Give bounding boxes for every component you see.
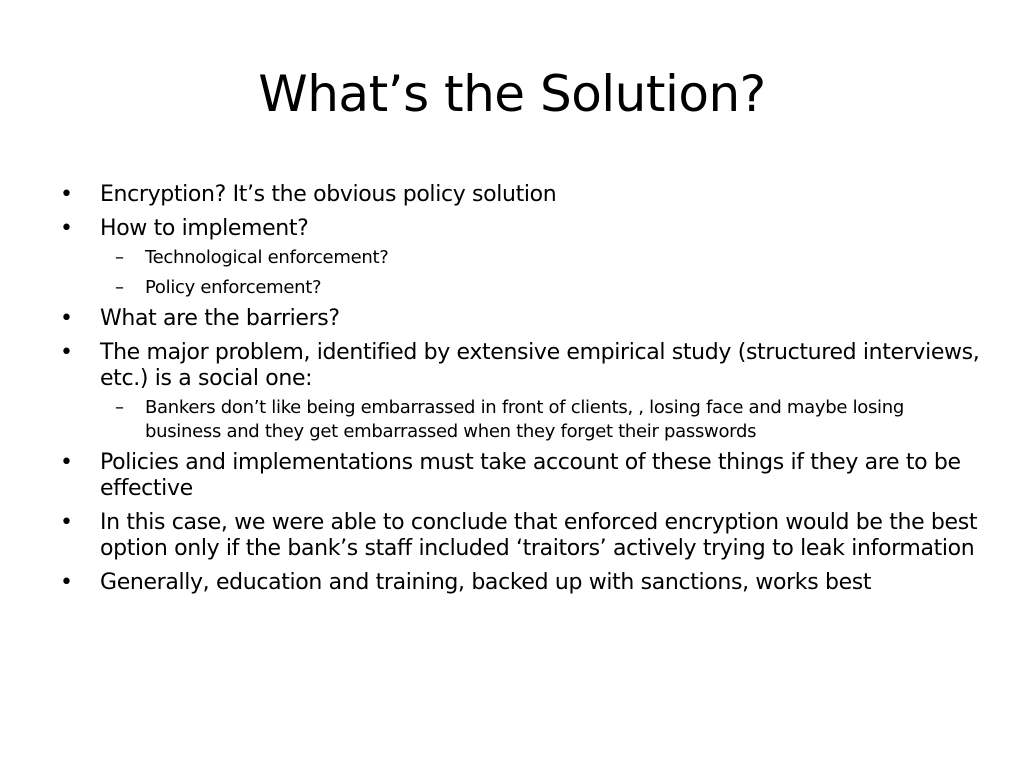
bullet-icon: • [60, 510, 73, 535]
bullet-text: Policies and implementations must take account of these things if they are to be effective [100, 450, 961, 501]
bullet-icon: • [60, 182, 73, 207]
bullet-text: What are the barriers? [100, 306, 340, 331]
bullet-item [60, 450, 980, 502]
bullet-item [60, 340, 980, 392]
sub-bullet-item [60, 276, 980, 300]
bullet-text: In this case, we were able to conclude that enforced encryption would be the best option only if the bank’s staff included ‘traitors’ actively trying to leak information [100, 510, 978, 561]
bullet-item [60, 306, 980, 332]
bullet-text: Encryption? It’s the obvious policy solution [100, 182, 557, 207]
dash-icon: – [115, 397, 124, 418]
sub-bullet-item [60, 396, 980, 444]
bullet-text: How to implement? [100, 216, 309, 241]
slide-content [60, 182, 980, 604]
bullet-item [60, 216, 980, 242]
bullet-icon: • [60, 340, 73, 365]
bullet-icon: • [60, 570, 73, 595]
bullet-icon: • [60, 216, 73, 241]
slide-title: What’s the Solution? [258, 65, 766, 123]
bullet-text: The major problem, identified by extensive empirical study (structured interviews, etc.) is a social one: [100, 340, 980, 391]
dash-icon: – [115, 247, 124, 268]
bullet-text: Generally, education and training, backed up with sanctions, works best [100, 570, 872, 595]
bullet-item [60, 570, 980, 596]
sub-bullet-text: Bankers don’t like being embarrassed in front of clients, , losing face and maybe losing business and they get embarrassed when they forget their passwords [145, 397, 904, 442]
sub-bullet-text: Technological enforcement? [145, 247, 389, 268]
bullet-icon: • [60, 306, 73, 331]
sub-bullet-item [60, 246, 980, 270]
bullet-icon: • [60, 450, 73, 475]
dash-icon: – [115, 277, 124, 298]
sub-bullet-text: Policy enforcement? [145, 277, 322, 298]
bullet-item [60, 510, 980, 562]
bullet-item [60, 182, 980, 208]
